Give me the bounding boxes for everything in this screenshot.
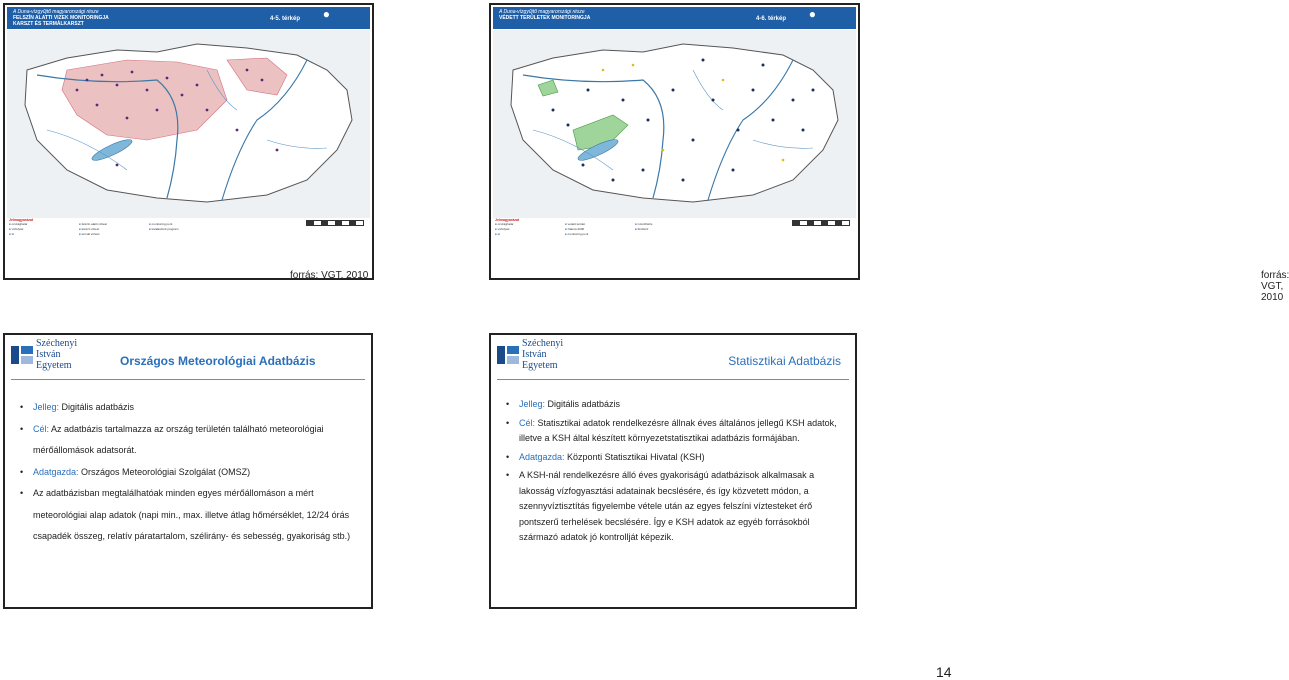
scale-bar — [792, 220, 850, 226]
bullet-item — [20, 462, 363, 484]
title-divider — [497, 379, 849, 380]
bullet-item — [506, 450, 847, 466]
legend-column — [565, 222, 627, 237]
legend-item: ■ monitoring pont — [565, 232, 627, 237]
water-drop-icon: ● — [808, 7, 816, 21]
legend-item: ■ vízfolyás — [495, 227, 557, 232]
legend-item: ■ országhatár — [495, 222, 557, 227]
bullet-item — [506, 416, 847, 447]
bullet-label: Adatgazda: — [33, 466, 79, 477]
bullet-text: Központi Statisztikai Hivatal (KSH) — [564, 451, 705, 462]
bullet-text: A KSH-nál rendelkezésre álló éves gyakoriságú adatbázisok alkalmasak a lakosság vízfogyasztási adatainak becslésére, és így közvetett módon, a szennyvíztisztítás figyelembe vétele után az egyes felszíni víztesteket érő pontszerű terhelések becslésére. Így e KSH adatok az egyéb forrásokból származó adatok jó kontrollját képezik. — [519, 470, 815, 542]
slide-statistical-database — [489, 333, 857, 609]
slide-title: Statisztikai Adatbázis — [728, 354, 841, 368]
slide-meteorological-database — [3, 333, 373, 609]
bullet-label: Adatgazda: — [519, 451, 565, 462]
logo-line: Egyetem — [522, 360, 558, 371]
map-title-2: KARSZT ÉS TERMÁLKARSZT — [13, 21, 84, 27]
slide-title: Országos Meteorológiai Adatbázis — [120, 354, 316, 368]
legend-column — [635, 222, 697, 232]
water-drop-icon: ● — [322, 7, 330, 21]
university-logo — [496, 337, 580, 377]
page-number: 14 — [936, 664, 952, 680]
bullet-text: Az adatbázisban megtalálhatóak minden egyes mérőállomáson a mért meteorológiai alap adatok (napi min., max. illetve átlag hőmérséklet, 12/24 órás csapadék összeg, relatív páratartalom, szélirány- és sebesség, gyakoriság stb.) — [33, 488, 351, 541]
bullet-item — [20, 483, 363, 548]
bullet-item — [20, 397, 363, 419]
university-name — [522, 338, 563, 371]
logo-line: István — [36, 349, 61, 360]
map-header — [7, 7, 370, 29]
map-karst-image — [7, 30, 370, 218]
bullet-list — [20, 397, 363, 548]
logo-line: Széchenyi — [522, 338, 564, 349]
map-slide-karst — [3, 3, 374, 280]
university-name — [36, 338, 77, 371]
university-logo-icon — [10, 343, 34, 367]
bullet-label: Jelleg: — [519, 399, 546, 409]
bullet-text: Digitális adatbázis — [59, 402, 135, 412]
map-header — [493, 7, 856, 29]
legend-item: ■ védett terület — [565, 222, 627, 227]
bullet-text: Országos Meteorológiai Szolgálat (OMSZ) — [78, 466, 251, 477]
map-number: 4-6. térkép — [755, 16, 786, 22]
legend-item: ■ fürdővíz — [635, 227, 697, 232]
source-caption: forrás: VGT, 2010 — [1261, 270, 1289, 303]
map-subtitle: A Duna-vízgyűjtő magyarországi része — [499, 9, 585, 15]
source-caption: forrás: VGT, 2010 — [290, 270, 369, 281]
logo-line: István — [522, 349, 547, 360]
map-slide-protected — [489, 3, 1289, 303]
legend-item: ■ ivóvízbázis — [635, 222, 697, 227]
legend-item: ■ termál víztest — [79, 232, 141, 237]
legend-item: ■ felszín alatti víztest — [79, 222, 141, 227]
map-subtitle: A Duna-vízgyűjtő magyarországi része — [13, 9, 99, 15]
map-number: 4-5. térkép — [269, 16, 300, 22]
bullet-item — [506, 468, 847, 546]
legend-item: ■ kiválasztott program — [149, 227, 211, 232]
legend-item: ■ monitoring pont — [149, 222, 211, 227]
map-title: FELSZÍN ALATTI VIZEK MONITORINGJA — [13, 15, 109, 21]
legend-column — [79, 222, 141, 237]
legend-item: ■ tó — [9, 232, 71, 237]
bullet-list — [506, 397, 847, 549]
university-logo — [10, 337, 94, 377]
map-protected-image — [493, 30, 856, 218]
legend-item: ■ tó — [495, 232, 557, 237]
bullet-item — [20, 419, 363, 462]
legend-title: Jelmagyarázat — [9, 218, 34, 222]
logo-line: Széchenyi — [36, 338, 78, 349]
map-legend — [9, 218, 368, 266]
legend-item: ■ vízfolyás — [9, 227, 71, 232]
bullet-text: Az adatbázis tartalmazza az ország területén található meteorológiai mérőállomások adatsorát. — [33, 423, 324, 455]
bullet-label: Cél: — [519, 417, 536, 428]
title-divider — [11, 379, 365, 380]
legend-column — [495, 222, 557, 237]
map-legend — [495, 218, 854, 266]
legend-column — [9, 222, 71, 237]
bullet-label: Cél: — [33, 423, 50, 434]
logo-line: Egyetem — [36, 360, 72, 371]
map-title: VÉDETT TERÜLETEK MONITORINGJA — [499, 15, 591, 21]
bullet-text: Statisztikai adatok rendelkezésre állnak éves általános jellegű KSH adatok, illetve a KSH által készített környezetstatisztikai adatbázis formájában. — [519, 417, 837, 443]
university-logo-icon — [496, 343, 520, 367]
legend-column — [149, 222, 211, 232]
legend-item: ■ karszt víztest — [79, 227, 141, 232]
bullet-item — [506, 397, 847, 413]
legend-title: Jelmagyarázat — [495, 218, 520, 222]
scale-bar — [306, 220, 364, 226]
bullet-label: Jelleg: — [33, 402, 60, 412]
legend-item: ■ országhatár — [9, 222, 71, 227]
legend-item: ■ Natura 2000 — [565, 227, 627, 232]
bullet-text: Digitális adatbázis — [545, 399, 621, 409]
